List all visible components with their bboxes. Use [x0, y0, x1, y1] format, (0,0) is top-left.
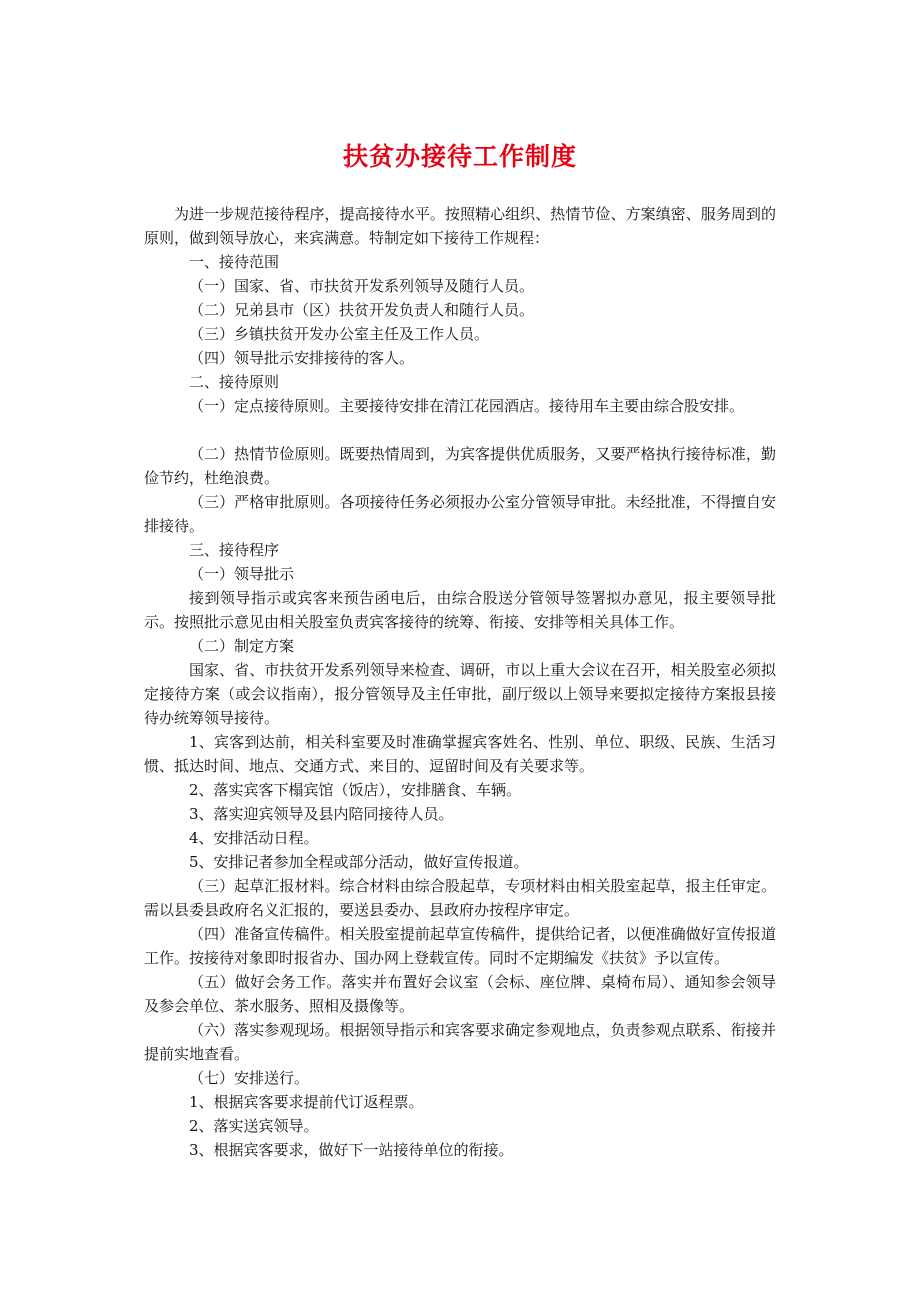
principle-item: （三）严格审批原则。各项接待任务必须报办公室分管领导审批。未经批准，不得擅自安排接待。	[144, 493, 776, 535]
procedure-paragraph: （四）准备宣传稿件。相关股室提前起草宣传稿件，提供给记者，以便准确做好宣传报道工作。按接待对象即时报省办、国办网上登载宣传。同时不定期编发《扶贫》予以宣传。	[144, 925, 776, 967]
procedure-step: 5、安排记者参加全程或部分活动，做好宣传报道。	[189, 853, 529, 871]
send-off-step: 1、根据宾客要求提前代订返程票。	[189, 1093, 424, 1111]
blank-line	[144, 418, 776, 442]
procedure-paragraph: 接到领导指示或宾客来预告函电后，由综合股送分管领导签署拟办意见，报主要领导批示。按照批示意见由相关股室负责宾客接待的统筹、衔接、安排等相关具体工作。	[144, 589, 776, 631]
procedure-subheading: （七）安排送行。	[189, 1069, 310, 1087]
procedure-paragraph: （三）起草汇报材料。综合材料由综合股起草，专项材料由相关股室起草，报主任审定。需以县委县政府名义汇报的，要送县委办、县政府办按程序审定。	[144, 877, 776, 919]
send-off-step: 3、根据宾客要求，做好下一站接待单位的衔接。	[189, 1141, 514, 1159]
document-body	[144, 202, 776, 1162]
section-heading-scope: 一、接待范围	[189, 253, 280, 271]
scope-item: （一）国家、省、市扶贫开发系列领导及随行人员。	[189, 277, 535, 295]
procedure-paragraph: （六）落实参观现场。根据领导指示和宾客要求确定参观地点，负责参观点联系、衔接并提前实地查看。	[144, 1021, 776, 1063]
send-off-step: 2、落实送宾领导。	[189, 1117, 319, 1135]
principle-item: （二）热情节俭原则。既要热情周到，为宾客提供优质服务，又要严格执行接待标准，勤俭节约，杜绝浪费。	[144, 445, 776, 487]
intro-paragraph: 为进一步规范接待程序，提高接待水平。按照精心组织、热情节俭、方案缜密、服务周到的原则，做到领导放心，来宾满意。特制定如下接待工作规程：	[144, 205, 776, 247]
section-heading-principles: 二、接待原则	[189, 373, 280, 391]
document-title: 扶贫办接待工作制度	[342, 141, 577, 171]
procedure-step: 1、宾客到达前，相关科室要及时准确掌握宾客姓名、性别、单位、职级、民族、生活习惯、抵达时间、地点、交通方式、来目的、逗留时间及有关要求等。	[144, 733, 776, 775]
scope-item: （四）领导批示安排接待的客人。	[189, 349, 415, 367]
scope-item: （二）兄弟县市（区）扶贫开发负责人和随行人员。	[189, 301, 535, 319]
section-heading-procedure: 三、接待程序	[189, 541, 280, 559]
procedure-subheading: （一）领导批示	[189, 565, 295, 583]
scope-item: （三）乡镇扶贫开发办公室主任及工作人员。	[189, 325, 490, 343]
procedure-subheading: （二）制定方案	[189, 637, 295, 655]
procedure-paragraph: 国家、省、市扶贫开发系列领导来检查、调研，市以上重大会议在召开，相关股室必须拟定接待方案（或会议指南），报分管领导及主任审批，副厅级以上领导来要拟定接待方案报县接待办统筹领导接待。	[144, 661, 776, 727]
procedure-paragraph: （五）做好会务工作。落实并布置好会议室（会标、座位牌、桌椅布局）、通知参会领导及参会单位、茶水服务、照相及摄像等。	[144, 973, 776, 1015]
procedure-step: 2、落实宾客下榻宾馆（饭店），安排膳食、车辆。	[189, 781, 522, 799]
procedure-step: 3、落实迎宾领导及县内陪同接待人员。	[189, 805, 454, 823]
procedure-step: 4、安排活动日程。	[189, 829, 319, 847]
principle-item: （一）定点接待原则。主要接待安排在清江花园酒店。接待用车主要由综合股安排。	[189, 397, 745, 415]
